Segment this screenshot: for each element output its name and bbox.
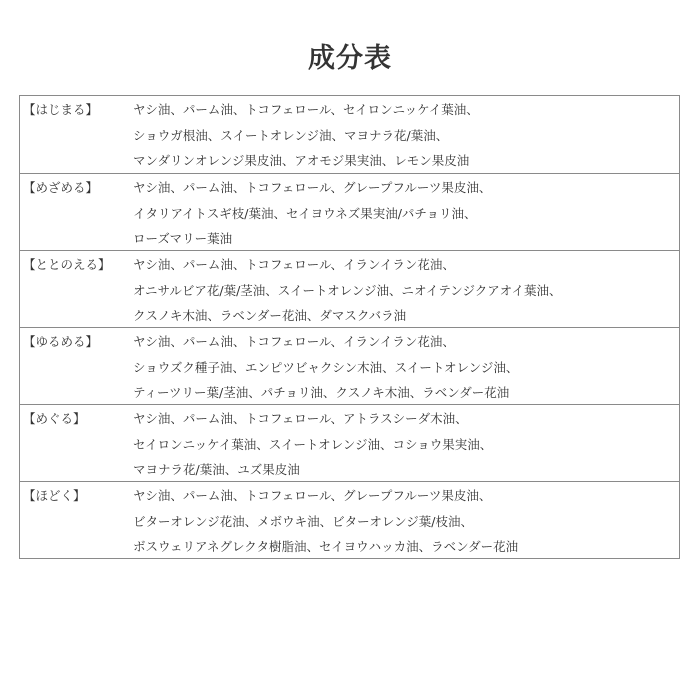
ingredient-line: ビターオレンジ花油、メボウキ油、ビターオレンジ葉/枝油、 <box>133 513 473 529</box>
ingredient-list <box>133 406 679 481</box>
ingredient-line: ヤシ油、パーム油、トコフェロール、イランイラン花油、 <box>133 257 455 272</box>
ingredient-list <box>133 483 679 558</box>
product-name-label: 【ほどく】 <box>23 488 86 503</box>
ingredient-line: マヨナラ花/葉油、ユズ果皮油 <box>133 462 300 477</box>
ingredient-line: ショウズク種子油、エンピツビャクシン木油、スイートオレンジ油、 <box>133 359 519 375</box>
ingredient-line: ヤシ油、パーム油、トコフェロール、セイロンニッケイ葉油、 <box>133 102 479 117</box>
ingredient-line: マンダリンオレンジ果皮油、アオモジ果実油、レモン果皮油 <box>133 153 470 168</box>
product-name-label: 【ととのえる】 <box>23 257 111 272</box>
product-name-label: 【めざめる】 <box>23 180 99 195</box>
ingredient-line: ヤシ油、パーム油、トコフェロール、グレープフルーツ果皮油、 <box>133 180 492 195</box>
product-name-label: 【ゆるめる】 <box>23 334 99 349</box>
product-name-label: 【はじまる】 <box>23 102 99 117</box>
table-row <box>20 250 679 327</box>
ingredient-line: ローズマリー葉油 <box>133 231 233 246</box>
ingredient-line: ヤシ油、パーム油、トコフェロール、イランイラン花油、 <box>133 334 455 349</box>
table-row <box>20 404 679 481</box>
table-row <box>20 481 679 558</box>
ingredients-table <box>19 95 680 559</box>
ingredient-line: ティーツリー葉/茎油、パチョリ油、クスノキ木油、ラベンダー花油 <box>133 385 510 400</box>
ingredient-line: イタリアイトスギ枝/葉油、セイヨウネズ果実油/パチョリ油、 <box>133 205 477 221</box>
product-name-label: 【めぐる】 <box>23 411 86 426</box>
table-row <box>20 327 679 404</box>
ingredient-line: ショウガ根油、スイートオレンジ油、マヨナラ花/葉油、 <box>133 127 449 143</box>
table-row <box>20 173 679 250</box>
ingredient-list <box>133 329 679 404</box>
ingredient-list <box>133 252 679 327</box>
ingredient-line: クスノキ木油、ラベンダー花油、ダマスクバラ油 <box>133 308 407 323</box>
page-title: 成分表 <box>308 43 392 74</box>
ingredient-line: セイロンニッケイ葉油、スイートオレンジ油、コショウ果実油、 <box>133 436 493 452</box>
ingredient-line: オニサルビア花/葉/茎油、スイートオレンジ油、ニオイテンジクアオイ葉油、 <box>133 282 562 298</box>
ingredient-line: ボスウェリアネグレクタ樹脂油、セイヨウハッカ油、ラベンダー花油 <box>133 539 519 554</box>
ingredient-line: ヤシ油、パーム油、トコフェロール、グレープフルーツ果皮油、 <box>133 488 492 503</box>
ingredient-list <box>133 175 679 250</box>
ingredient-line: ヤシ油、パーム油、トコフェロール、アトラスシーダ木油、 <box>133 411 468 426</box>
table-row <box>20 96 679 173</box>
ingredient-list <box>133 97 679 173</box>
